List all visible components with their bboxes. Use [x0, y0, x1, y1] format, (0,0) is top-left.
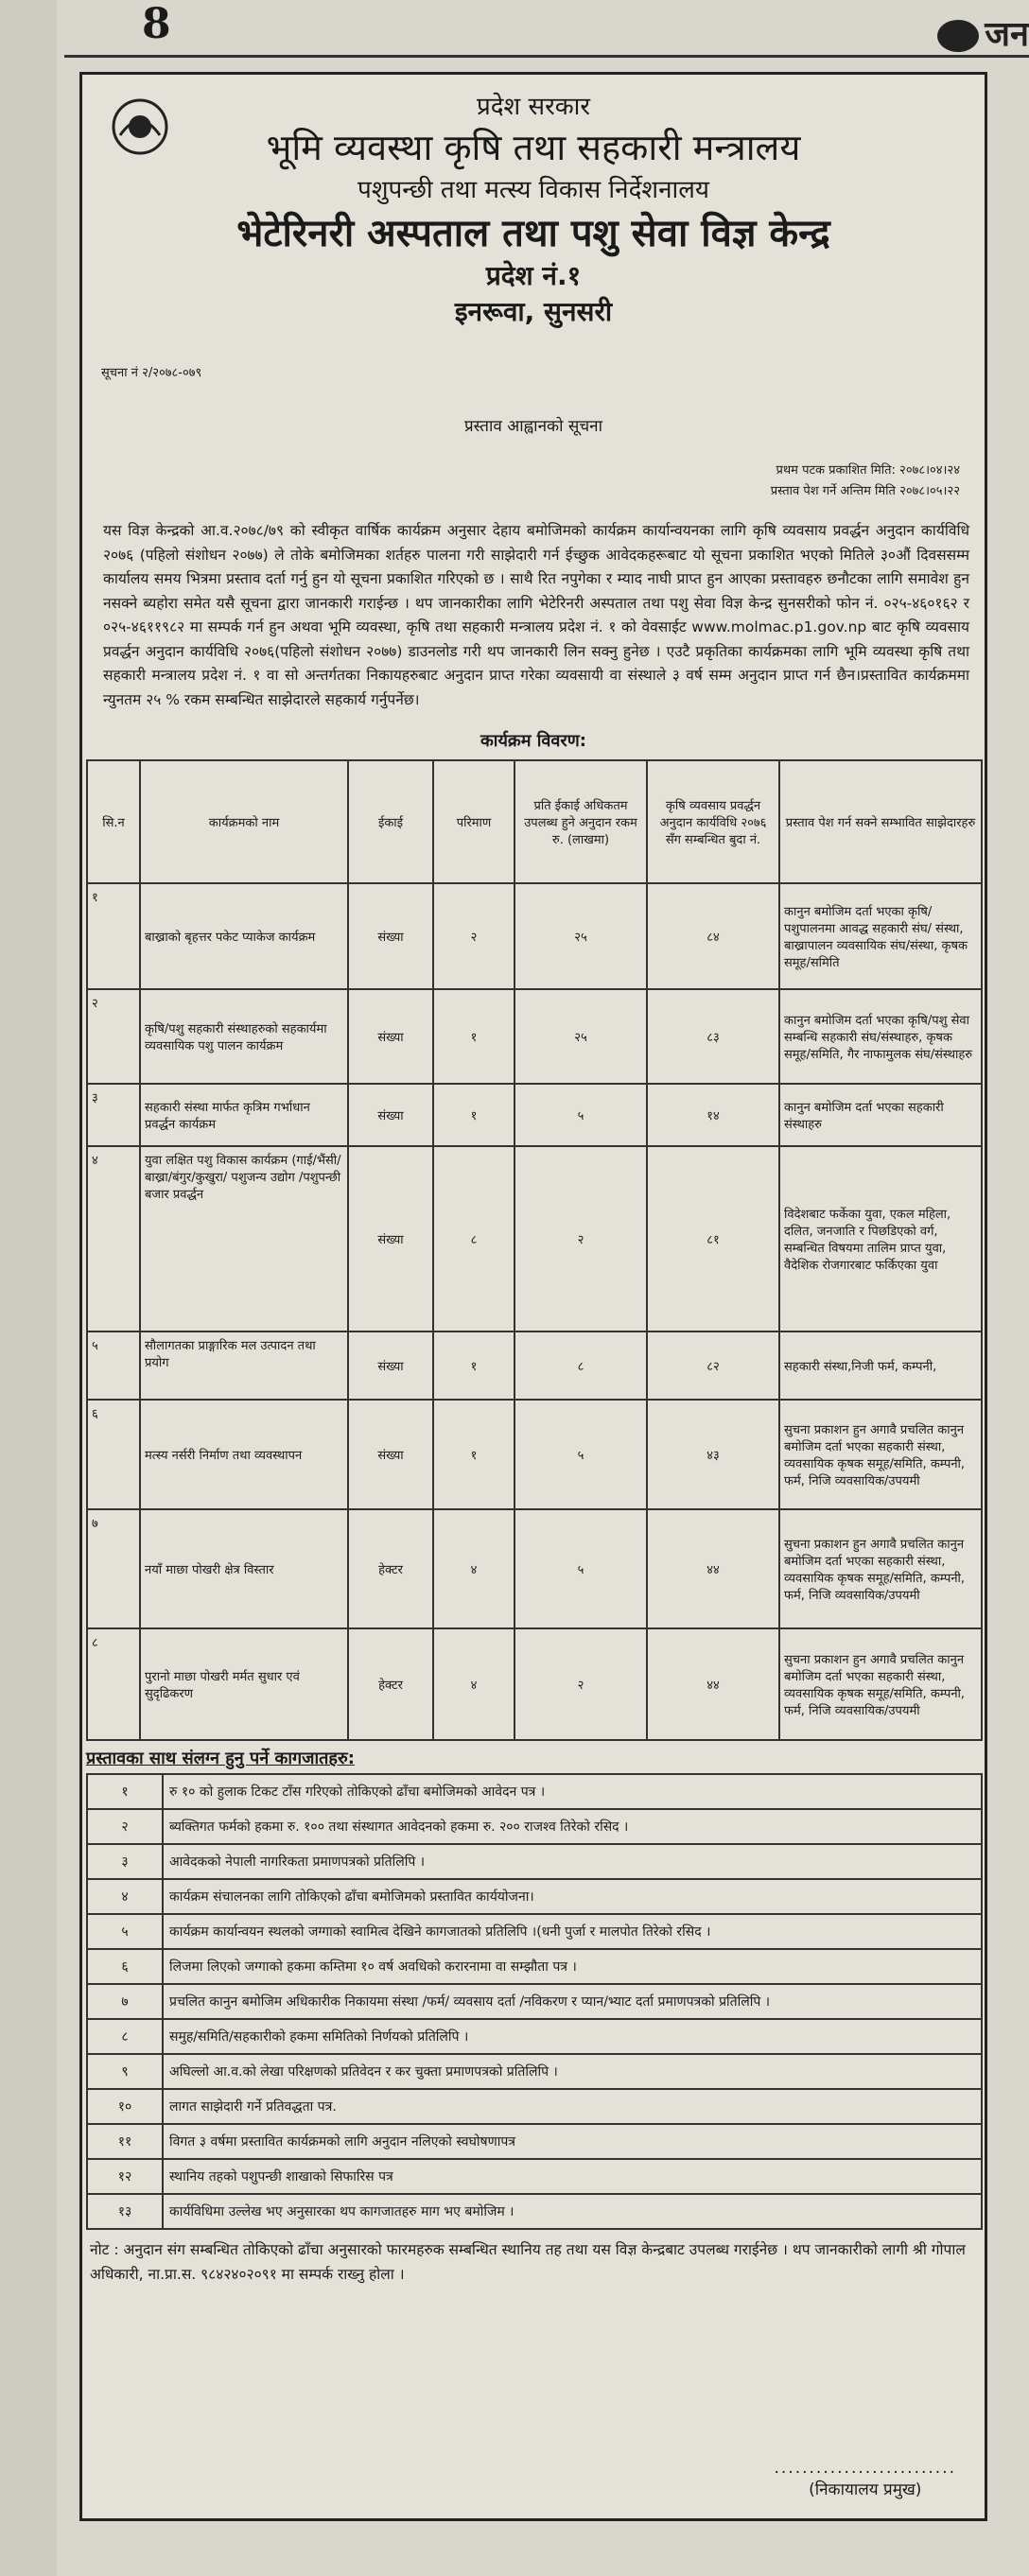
table-row [87, 2159, 982, 2194]
cell-amount: ५ [514, 1400, 647, 1509]
cell-unit: संख्या [348, 883, 433, 989]
doc-text: अघिल्लो आ.व.को लेखा परिक्षणको प्रतिवेदन र कर चुक्ता प्रमाणपत्रको प्रतिलिपि । [163, 2054, 982, 2089]
cell-amount: ५ [514, 1084, 647, 1146]
cell-partners: सुचना प्रकाशन हुन अगावै प्रचलित कानुन बमोजिम दर्ता भएका सहकारी संस्था, व्यवसायिक कृषक समूह/समिति, कम्पनी, फर्म, निजि व्यवसायिक/उपयमी [779, 1509, 982, 1628]
table-row [87, 1949, 982, 1984]
doc-number: १३ [87, 2194, 163, 2229]
col-sn: सि.न [87, 760, 140, 883]
cell-name: कृषि/पशु सहकारी संस्थाहरुको सहकार्यमा व्यवसायिक पशु पालन कार्यक्रम [140, 989, 348, 1084]
table-row [87, 883, 982, 989]
cell-amount: २५ [514, 883, 647, 989]
cell-clause: ४४ [647, 1509, 779, 1628]
table-row [87, 2054, 982, 2089]
footer-note: नोट : अनुदान संग सम्बन्धित तोकिएको ढाँचा अनुसारको फारमहरुक सम्बन्धित स्थानिय तह तथा यस विज्ञ केन्द्रबाट उपलब्ध गराईनेछ । थप जानकारीको लागी श्री गोपाल अधिकारी, ना.प्रा.स. ९८४२४०२०९१ मा सम्पर्क राख्नु होला । [90, 2241, 966, 2283]
header-directorate: पशुपन्छी तथा मत्स्य विकास निर्देशनालय [358, 176, 709, 204]
cell-name: सौलागतका प्राङ्गारिक मल उत्पादन तथा प्रयोग [140, 1332, 348, 1400]
newspaper-masthead [937, 9, 1029, 56]
cell-clause: ८३ [647, 989, 779, 1084]
table-row [87, 1774, 982, 1809]
cell-sn: ३ [87, 1084, 140, 1146]
doc-text: स्थानिय तहको पशुपन्छी शाखाको सिफारिस पत्र [163, 2159, 982, 2194]
cell-sn: ५ [87, 1332, 140, 1400]
cell-qty: १ [433, 989, 514, 1084]
table-row [87, 989, 982, 1084]
cell-clause: ८१ [647, 1146, 779, 1332]
first-publish-date: प्रथम पटक प्रकाशित मिति: २०७८।०४।२४ [776, 463, 960, 478]
doc-number: ५ [87, 1914, 163, 1949]
cell-partners: विदेशबाट फर्केका युवा, एकल महिला, दलित, जनजाति र पिछडिएको वर्ग, सम्बन्धित विषयमा तालिम प्राप्त युवा, वैदेशिक रोजगारबाट फर्किएका युवा [779, 1146, 982, 1332]
cell-name: मत्स्य नर्सरी निर्माण तथा व्यवस्थापन [140, 1400, 348, 1509]
cell-name: नयाँ माछा पोखरी क्षेत्र विस्तार [140, 1509, 348, 1628]
adjacent-page-strip [0, 0, 57, 2576]
doc-text: प्रचलित कानुन बमोजिम अधिकारीक निकायमा संस्था /फर्म/ व्यवसाय दर्ता /नविकरण र प्यान/भ्याट दर्ता प्रमाणपत्रको प्रतिलिपि । [163, 1984, 982, 2019]
notice-header [82, 75, 985, 329]
cell-qty: २ [433, 883, 514, 989]
cell-unit: हेक्टर [348, 1509, 433, 1628]
table-row [87, 2019, 982, 2054]
cell-unit: संख्या [348, 1084, 433, 1146]
cell-amount: २ [514, 1628, 647, 1740]
cell-name: पुरानो माछा पोखरी मर्मत सुधार एवं सुदृढिकरण [140, 1628, 348, 1740]
doc-text: समुह/समिति/सहकारीको हकमा समितिको निर्णयको प्रतिलिपि । [163, 2019, 982, 2054]
col-unit: ईकाई [348, 760, 433, 883]
col-partners: प्रस्ताव पेश गर्न सक्ने सम्भावित साझेदारहरु [779, 760, 982, 883]
documents-title: प्रस्तावका साथ संलग्न हुनु पर्ने कागजातहरु: [86, 1749, 355, 1768]
doc-number: ११ [87, 2124, 163, 2159]
cell-qty: ८ [433, 1146, 514, 1332]
cell-sn: ६ [87, 1400, 140, 1509]
notice-dates [82, 461, 960, 502]
cell-partners: कानुन बमोजिम दर्ता भएका सहकारी संस्थाहरु [779, 1084, 982, 1146]
cell-amount: २५ [514, 989, 647, 1084]
program-header-row [87, 760, 982, 883]
table-row [87, 1879, 982, 1914]
page-number: 8 [142, 0, 171, 48]
signature-title: (निकायालय प्रमुख) [809, 2480, 922, 2499]
cell-clause: ४३ [647, 1400, 779, 1509]
last-submit-date: प्रस्ताव पेश गर्ने अन्तिम मिति २०७८।०५।२२ [770, 484, 960, 498]
top-rule [64, 55, 1029, 58]
program-title: कार्यक्रम विवरण: [480, 731, 587, 751]
cell-clause: ८२ [647, 1332, 779, 1400]
doc-text: आवेदकको नेपाली नागरिकता प्रमाणपत्रको प्रतिलिपि । [163, 1844, 982, 1879]
cell-clause: १४ [647, 1084, 779, 1146]
table-row [87, 1809, 982, 1844]
table-row [87, 2089, 982, 2124]
cell-sn: १ [87, 883, 140, 989]
col-name: कार्यक्रमको नाम [140, 760, 348, 883]
cell-sn: २ [87, 989, 140, 1084]
table-row [87, 1146, 982, 1332]
reference-number: सूचना नं २/२०७८-०७९ [101, 366, 202, 380]
cell-unit: हेक्टर [348, 1628, 433, 1740]
table-row [87, 1332, 982, 1400]
signature-block [775, 2459, 957, 2499]
table-row [87, 1844, 982, 1879]
doc-number: ८ [87, 2019, 163, 2054]
doc-number: ३ [87, 1844, 163, 1879]
cell-qty: ४ [433, 1628, 514, 1740]
header-office: भेटेरिनरी अस्पताल तथा पशु सेवा विज्ञ केन्द्र [236, 211, 830, 255]
table-row [87, 1628, 982, 1740]
cell-qty: १ [433, 1400, 514, 1509]
cell-partners: सुचना प्रकाशन हुन अगावै प्रचलित कानुन बमोजिम दर्ता भएका सहकारी संस्था, व्यवसायिक कृषक समूह/समिति, कम्पनी, फर्म, निजि व्यवसायिक/उपयमी [779, 1400, 982, 1509]
doc-text: रु १० को हुलाक टिकट टाँस गरिएको तोकिएको ढाँचा बमोजिमको आवेदन पत्र । [163, 1774, 982, 1809]
cell-qty: ४ [433, 1509, 514, 1628]
table-row [87, 1509, 982, 1628]
doc-number: ४ [87, 1879, 163, 1914]
cell-unit: संख्या [348, 1400, 433, 1509]
cell-name: बाख्राको बृहत्तर पकेट प्याकेज कार्यक्रम [140, 883, 348, 989]
table-row [87, 2124, 982, 2159]
doc-text: कार्यक्रम कार्यान्वयन स्थलको जग्गाको स्वामित्व देखिने कागजातको प्रतिलिपि ।(धनी पुर्जा र मालपोत तिरेको रसिद । [163, 1914, 982, 1949]
table-row [87, 1084, 982, 1146]
cell-unit: संख्या [348, 989, 433, 1084]
cell-sn: ८ [87, 1628, 140, 1740]
cell-qty: १ [433, 1084, 514, 1146]
cell-partners: सुचना प्रकाशन हुन अगावै प्रचलित कानुन बमोजिम दर्ता भएका सहकारी संस्था, व्यवसायिक कृषक समूह/समिति, कम्पनी, फर्म, निजि व्यवसायिक/उपयमी [779, 1628, 982, 1740]
col-amount: प्रति ईकाई अधिकतम उपलब्ध हुने अनुदान रकम रु. (लाखमा) [514, 760, 647, 883]
cell-qty: १ [433, 1332, 514, 1400]
doc-text: ब्यक्तिगत फर्मको हकमा रु. १०० तथा संस्थागत आवेदनको हकमा रु. २०० राजश्व तिरेको रसिद । [163, 1809, 982, 1844]
cell-amount: ५ [514, 1509, 647, 1628]
table-row [87, 1914, 982, 1949]
table-row [87, 1984, 982, 2019]
doc-text: विगत ३ वर्षमा प्रस्तावित कार्यक्रमको लागि अनुदान नलिएको स्वघोषणापत्र [163, 2124, 982, 2159]
cell-sn: ७ [87, 1509, 140, 1628]
government-emblem-icon [111, 97, 169, 156]
notice-title: प्रस्ताव आह्वानको सूचना [463, 417, 603, 436]
cell-unit: संख्या [348, 1146, 433, 1332]
cell-unit: संख्या [348, 1332, 433, 1400]
doc-number: १२ [87, 2159, 163, 2194]
program-table [86, 759, 983, 1741]
doc-number: २ [87, 1809, 163, 1844]
cell-clause: ४४ [647, 1628, 779, 1740]
masthead-logo-icon [937, 20, 979, 52]
doc-text: कार्यक्रम संचालनका लागि तोकिएको ढाँचा बमोजिमको प्रस्तावित कार्ययोजना। [163, 1879, 982, 1914]
doc-number: ९ [87, 2054, 163, 2089]
cell-sn: ४ [87, 1146, 140, 1332]
doc-text: कार्यविधिमा उल्लेख भए अनुसारका थप कागजातहरु माग भए बमोजिम । [163, 2194, 982, 2229]
table-row [87, 1400, 982, 1509]
cell-clause: ८४ [647, 883, 779, 989]
header-ministry: भूमि व्यवस्था कृषि तथा सहकारी मन्त्रालय [266, 127, 801, 168]
cell-name: युवा लक्षित पशु विकास कार्यक्रम (गाई/भैंसी/बाख्रा/बंगुर/कुखुरा/ पशुजन्य उद्योग /पशुपन्छी बजार प्रवर्द्धन [140, 1146, 348, 1332]
cell-amount: २ [514, 1146, 647, 1332]
header-province: प्रदेश नं.१ [485, 260, 582, 291]
col-qty: परिमाण [433, 760, 514, 883]
cell-partners: कानुन बमोजिम दर्ता भएका कृषि/पशुपालनमा आवद्ध सहकारी संघ/ संस्था, बाख्रापालन व्यवसायिक संघ/संस्था, कृषक समूह/समिति [779, 883, 982, 989]
doc-number: १० [87, 2089, 163, 2124]
cell-partners: सहकारी संस्था,निजी फर्म, कम्पनी, [779, 1332, 982, 1400]
doc-number: ६ [87, 1949, 163, 1984]
col-clause: कृषि व्यवसाय प्रवर्द्धन अनुदान कार्यविधि २०७६ सँग सम्बन्धित बुदा नं. [647, 760, 779, 883]
doc-text: लिजमा लिएको जग्गाको हकमा कम्तिमा १० वर्ष अवधिको करारनामा वा सम्झौता पत्र । [163, 1949, 982, 1984]
doc-number: १ [87, 1774, 163, 1809]
cell-amount: ८ [514, 1332, 647, 1400]
signature-line: .......................... [774, 2459, 956, 2478]
header-location: इनरूवा, सुनसरी [454, 296, 613, 327]
header-line-1: प्रदेश सरकार [476, 93, 591, 121]
cell-partners: कानुन बमोजिम दर्ता भएका कृषि/पशु सेवा सम्बन्धि सहकारी संघ/संस्थाहरु, कृषक समूह/समिति, गैर नाफामुलक संघ/संस्थाहरु [779, 989, 982, 1084]
doc-text: लागत साझेदारी गर्ने प्रतिवद्धता पत्र. [163, 2089, 982, 2124]
notice-body: यस विज्ञ केन्द्रको आ.व.२०७८/७९ को स्वीकृत वार्षिक कार्यक्रम अनुसार देहाय बमोजिमको कार्यक्रम कार्यान्वयनका लागि कृषि व्यवसाय प्रवर्द्धन अनुदान कार्यविधि २०७६ (पहिलो संशोधन २०७७) ले तोके बमोजिमका शर्तहरु पालना गरी साझेदारी गर्न ईच्छुक आवेदकहरूबाट यो सूचना प्रकाशित भएको मितिले ३०औं दिवससम्म कार्यालय समय भित्रमा प्रस्ताव दर्ता गर्नु हुन यो सूचना प्रकाशित गरिएको छ । साथै रित नपुगेका र म्याद नाघी प्राप्त हुन आएका प्रस्तावहरु छनौटका लागि समावेश हुन नसक्ने ब्यहोरा समेत यसै सूचना द्वारा जानकारी गराईन्छ । थप जानकारीका लागि भेटेरिनरी अस्पताल तथा पशु सेवा विज्ञ केन्द्र सुनसरीको फोन नं. ०२५-४६०१६२ र ०२५-४६११९८२ मा सम्पर्क गर्न हुन अथवा भूमि व्यवस्था, कृषि तथा सहकारी मन्त्रालय प्रदेश नं. १ को वेवसाईट www.molmac.p1.gov.np बाट कृषि व्यवसाय प्रवर्द्धन अनुदान कार्यविधि २०७६(पहिलो संशोधन २०७७) डाउनलोड गरी थप जानकारी लिन सक्नु हुनेछ । एउटै प्रकृतिका कार्यक्रमका लागि भूमि व्यवस्था कृषि तथा सहकारी मन्त्रालय प्रदेश नं. १ वा सो अन्तर्गतका निकायहरुबाट अनुदान प्राप्त गरेका व्यवसायी वा संस्थाले ३ वर्ष सम्म अनुदान प्राप्त गर्न छैन।प्रस्तावित कार्यक्रममा न्युनतम २५ % रकम सम्बन्धित साझेदारले सहकार्य गर्नुपर्नेछ। [103, 522, 969, 708]
documents-table [86, 1773, 983, 2230]
cell-name: सहकारी संस्था मार्फत कृत्रिम गर्भाधान प्रवर्द्धन कार्यक्रम [140, 1084, 348, 1146]
masthead-text: जन [985, 15, 1029, 54]
table-row [87, 2194, 982, 2229]
doc-number: ७ [87, 1984, 163, 2019]
tender-notice [79, 72, 987, 2521]
